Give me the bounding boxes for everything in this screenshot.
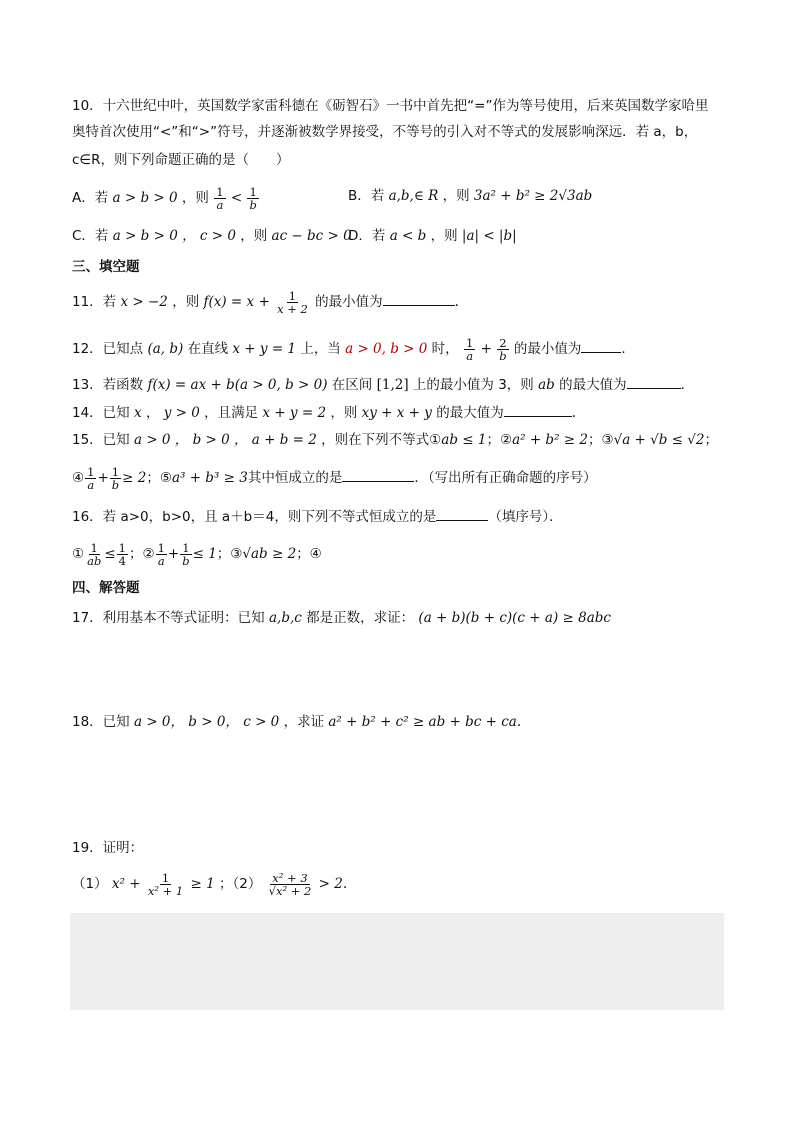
q14-answer-blank[interactable] (504, 402, 572, 417)
option-b-condition: a,b,∈ R (388, 188, 439, 204)
q10-line-1: 10．十六世纪中叶，英国数学家雷科德在《砺智石》一书中首先把“=”作为等号使用，后来英国数学家哈里 (72, 98, 709, 114)
section-heading-solutions: 四、解答题 (72, 580, 140, 596)
q14: 14．已知 x ， y > 0 ，且满足 x + y = 2 ，则 xy + x + y 的最大值为 . (72, 402, 576, 423)
fraction-2-over-b: $\frac{2}{b}$ (499, 336, 507, 363)
option-a-prefix: A．若 (72, 190, 109, 206)
option-a-condition: a > b > 0 (112, 190, 178, 206)
q11-function: f(x) = x + (203, 294, 270, 310)
q17: 17．利用基本不等式证明：已知 a,b,c 都是正数，求证： (a + b)(b + c)(c + a) ≥ 8abc (72, 610, 611, 626)
fraction-1-over-a: $\frac{1}{a}$ (465, 336, 474, 363)
q10-option-b[interactable] (348, 186, 592, 206)
option-b-prefix: B．若 (348, 188, 385, 204)
option-c-condition: a > b > 0 ， c > 0 (112, 228, 236, 244)
fraction-1-over-4: $\frac{1}{4}$ (118, 541, 126, 568)
option-c-prefix: C．若 (72, 228, 109, 244)
fraction-1-over-b: $\frac{1}{b}$ (111, 465, 120, 492)
q16-line-1: 16．若 a>0，b>0，且 a＋b＝4，则下列不等式恒成立的是 （填序号）． (72, 506, 563, 527)
q16-line-2: ① $\frac{1}{ab}$ ≤ $\frac{1}{4}$ ；② $\frac{1}{a}$ + $\frac{1}{b}$ ≤ 1；③√ab ≥ 2；④ (72, 541, 322, 568)
q15-line-2: ④ $\frac{1}{a}$ + $\frac{1}{b}$ ≥ 2；⑤a³ + b³ ≥ 3其中恒成立的是 ．（写出所有正确命题的序号） (72, 465, 597, 492)
q16-answer-blank[interactable] (436, 506, 488, 521)
fraction-1-over-x2-plus-1: $\frac{1}{\text{x² + 1}}$ (147, 871, 184, 898)
option-b-then: ，则 (442, 188, 470, 204)
fraction-1-over-b: $\frac{1}{b}$ (182, 541, 190, 568)
q10-option-a[interactable]: A．若 a > b > 0 ，则 $\frac{1}{a}$ < $\frac{1}{b}$ (72, 185, 257, 212)
option-b-expression: 3a² + b² ≥ 2√3ab (473, 188, 593, 204)
option-d-then: ，则 (430, 228, 458, 244)
fraction-1-over-x-plus-2: $\frac{1}{x + 2}$ (277, 289, 308, 316)
q12: 12．已知点 (a, b) 在直线 x + y = 1 上，当 a > 0, b > 0 时， $\frac{1}{a}$ + $\frac{2}{b}$ 的最小值为 ． (72, 336, 635, 363)
fraction-1-over-a: $\frac{1}{a}$ (157, 541, 165, 568)
option-d-prefix: D．若 (348, 228, 386, 244)
q13-answer-blank[interactable] (627, 374, 681, 389)
q15-line-1: 15．已知 a > 0 ， b > 0 ， a + b = 2 ，则在下列不等式①ab ≤ 1；②a² + b² ≥ 2；③√a + √b ≤ √2； (72, 432, 718, 448)
q12-answer-blank[interactable] (581, 338, 621, 353)
q18: 18．已知 a > 0， b > 0， c > 0 ，求证 a² + b² + c² ≥ ab + bc + ca. (72, 714, 522, 730)
option-c-expression: ac − bc > 0 (271, 228, 352, 244)
option-c-then: ，则 (240, 228, 268, 244)
q10-line-2: 奥特首次使用“<”和“>”符号，并逐渐被数学界接受，不等号的引入对不等式的发展影响深远．若 a，b， (72, 124, 698, 140)
fraction-1-over-b: $\frac{1}{b}$ (249, 185, 257, 212)
option-a-then: ，则 (181, 190, 209, 206)
q19-parts: （1） x² + $\frac{1}{\text{x² + 1}}$ ≥ 1 ；（2） $\frac{\text{x² + 3}}{\text{√x² + 2}}$ > 2. (72, 871, 348, 898)
q11-condition: x > −2 (120, 294, 168, 310)
section-heading-fill-in: 三、填空题 (72, 259, 140, 275)
answer-area-box (70, 913, 724, 1010)
q10-line-3: c∈R，则下列命题正确的是（ ） (72, 152, 290, 168)
q15-answer-blank[interactable] (342, 467, 414, 482)
q13: 13．若函数 f(x) = ax + b(a > 0, b > 0) 在区间 [1,2] 上的最小值为 3，则 ab 的最大值为 ． (72, 374, 694, 395)
q11: 11．若 x > −2 ，则 f(x) = x + $\frac{1}{x + 2}$ 的最小值为 . (72, 289, 459, 316)
fraction-x2-plus-3-over-sqrt: $\frac{\text{x² + 3}}{\text{√x² + 2}}$ (268, 871, 312, 898)
fraction-1-over-ab: $\frac{1}{ab}$ (87, 541, 102, 568)
option-d-condition: a < b (389, 228, 427, 244)
q12-condition-highlight: a > 0, b > 0 (345, 341, 428, 357)
option-d-expression: |a| < |b| (461, 228, 517, 244)
q10-option-d[interactable] (348, 226, 517, 246)
q11-answer-blank[interactable] (383, 291, 455, 306)
fraction-1-over-a: $\frac{1}{a}$ (216, 185, 224, 212)
fraction-1-over-a: $\frac{1}{a}$ (87, 465, 95, 492)
q19-title: 19．证明： (72, 840, 144, 856)
q10-option-c[interactable] (72, 226, 352, 246)
